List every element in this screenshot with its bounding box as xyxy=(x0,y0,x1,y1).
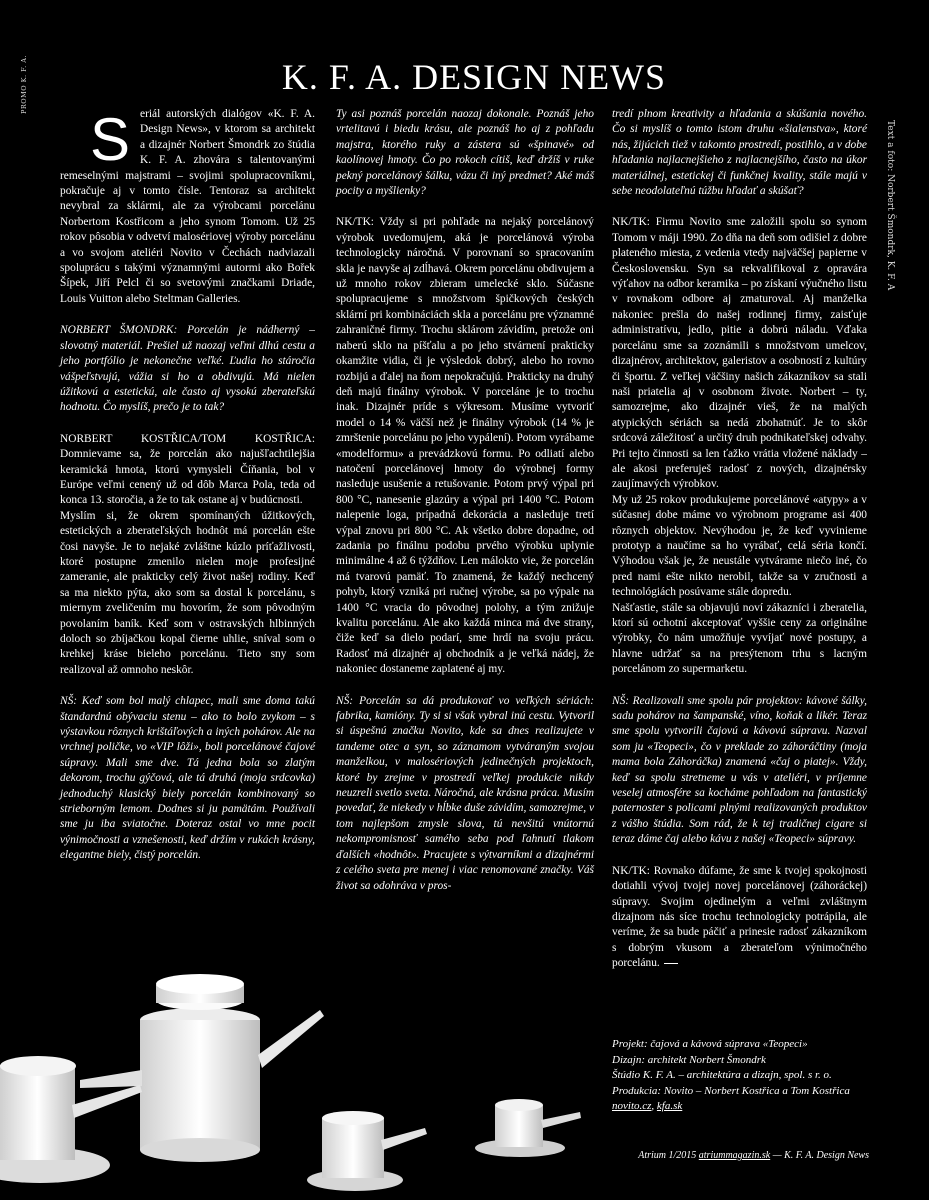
question-4: NŠ: Porcelán sa dá produkovať vo veľkých sériách: fabrika, kamióny. Ty si si však vybral inú cestu. Vytvoril si úspešnú značku Novito, kde sa dnes realizujete v tandeme otec a syn, so záznamom vytváraným svojou manželkou, v malosériových jedinečných projektoch, ktoré by zrejme v prostredí veľkej produkcie nikdy neuzreli svetlo sveta. Náročná, ale krásna práca. Musím povedať, že niekedy v hĺbke duše závidím, samozrejme, v tom najlepšom zmysle slova, tú nevšitú vnútornú nekompromisnosť samého seba pod ľahnutí tlakom ďalších «hodnôt». Pracujete s výtvarníkmi a dizajnérmi z celého sveta pre menej i viac renomované značky. Váš život sa odohráva v pros- xyxy=(336,694,594,892)
footer-issue: Atrium 1/2015 xyxy=(638,1150,697,1161)
credit-project: Projekt: čajová a kávová súprava «Teopeci» xyxy=(612,1038,808,1050)
answer-1b: Myslím si, že okrem spomínaných úžitkových, estetických a zberateľských hodnôt má porcelán ešte čosi navyše. Je to nejaké zvláštne kúzlo príťažlivosti, ktoré postupne zmenilo nielen moje profesijné zameranie, ale prakticky celý život našej rodiny. Keď sa ma niekto pýta, ako som sa dostal k porcelánu, s miernym zveličením mu hovorím, že som pôvodným povolaním baník. Keď som v ostravských hlbinných doloch so zbíjačkou kopal čierne uhlie, sníval som o krehkej kráse bieleho porcelánu. Tieto sny som realizoval až omnoho neskôr. xyxy=(60,509,315,676)
footer-link[interactable]: atriummagazin.sk xyxy=(698,1150,771,1161)
answer-5 xyxy=(612,864,867,972)
credit-sep: , xyxy=(651,1100,657,1113)
intro-text: eriál autorských dialógov «K. F. A. Design News», v ktorom sa architekt a dizajnér Norbert Šmondrk zo štúdia K. F. A. zhovára s talentovanými remeselnými majstrami – svojimi spolupracovníkmi, pokračuje aj v tomto čísle. Tentoraz sa architekt nevybral za sklármi, ale za výrobcami porcelánu Norbertom Kostřicom a jeho synom Tomom. Už 25 rokov pôsobia v odvetví malosériovej výroby porcelánu a vo svojom ateliéri Novito v Čechách nadviazali spoluprácu s takými významnými autormi ako Bořek Šípek, Jiří Pelcl či so svetovými značkami Driade, Louis Vuitton alebo Steltman Galleries. xyxy=(60,108,315,305)
page-footer xyxy=(638,1150,869,1161)
answer-4: NK/TK: Firmu Novito sme založili spolu so synom Tomom v máji 1990. Zo dňa na deň som odišiel z dobre plateného miesta, z vedenia vtedy najväčšej papierne v Československu. Syn sa rekvalifikoval z opravára výťahov na odbor keramika – po získaní výučného listu v rovnakom odbore aj zmaturoval. Aj manželka nakoniec prešla do našej rodinnej firmy, zaisťuje administratívu, jedlo, pitie a dobrú náladu. Vďaka porcelánu sme sa zoznámili s množstvom umelcov, dizajnérov, architektov, galeristov a osobností z kultúry či športu. Z veľkej väčšiny našich zákazníkov sa stali naši priatelia aj v osobnom živote. Norbert – ty, samozrejme, ako dizajnér vieš, že na malých atypických sériách sa nedá zbohatnúť. Je to skôr srdcová záležitosť a určitý druh podnikateľskej odvahy. Pri tejto činnosti sa len ťažko vrátia vložené náklady – ale akosi preferuješ radosť z nových, dizajnérsky zaujímavých výrobkov. xyxy=(612,216,867,491)
link-kfa[interactable]: kfa.sk xyxy=(656,1100,683,1113)
column-2 xyxy=(336,107,594,902)
end-mark xyxy=(664,963,678,964)
question-1: NORBERT ŠMONDRK: Porcelán je nádherný – slovotný materiál. Prešiel už naozaj veľmi dlhú cestu a jeho portfólio je nekonečne veľké. Ľudia ho stáročia vášpeľstvujú, vážia si ho a obdivujú. Má nielen úžitkovú a estetickú, ale často aj vysokú zberateľskú hodnotu. Čo myslíš, prečo je to tak? xyxy=(60,324,315,414)
answer-1: NORBERT KOSTŘICA/TOM KOSTŘICA: Domnievame sa, že porcelán ako najušľachtilejšia keramická hmota, ktorú vymysleli Číňania, bol v Európe veľmi cenený už od dôb Marca Pola, teda od konca 13. storočia, a že to tak ostane aj v budúcnosti. xyxy=(60,432,315,507)
answer-4b: My už 25 rokov produkujeme porcelánové «atypy» a v súčasnej dobe máme vo výrobnom programe asi 400 rôznych objektov. Nevýhodou je, že keď vyvinieme prototyp a naučíme sa ho vyrábať, celá séria končí. Výhodou však je, že neustále vytvárame niečo iné, čo pred nami ešte nikto nerobil, takže sa v zručnosti a technológiách posúvame stále dopredu. xyxy=(612,493,867,599)
question-3: Ty asi poznáš porcelán naozaj dokonale. Poznáš jeho vrtelitavú i biedu krásu, ale poznáš ho aj z pohľadu majstra, ktorého ruky a zástera sú «špinavé» od kaolínovej hmoty. Čo po rokoch cítiš, keď držíš v ruke pekný porcelánový šálku, vázu či iný predmet? Aké máš pocity a myšlienky? xyxy=(336,108,594,198)
cup-right xyxy=(475,1099,581,1157)
answer-4c: Našťastie, stále sa objavujú noví zákazníci i zberatelia, ktorí sú ochotní akceptovať vyššie ceny za originálne výrobky, čo nám umožňuje vyvíjať nové postupy, a hlavne udržať sa na presýtenom trhu s lacným porcelánom zo supermarketu. xyxy=(612,601,867,676)
credit-design: Dizajn: architekt Norbert Šmondrk xyxy=(612,1053,766,1066)
side-label-promo: PROMO K. F. A. xyxy=(20,55,28,115)
question-4-cont: tredí plnom kreativity a hľadania a skúšania nového. Čo si myslíš o tomto istom druhu «šialenstva», ktoré nás, žijúcich tiež v takomto prostredí, postihlo, a v dobe hľadania najlacnejšieho z najlacnejšího, často na úkor materiálnej, estetickej či funkčnej kvality, stále majú v sebe neodolateľnú túžbu hľadať a skúšať? xyxy=(612,108,867,198)
answer-3: NK/TK: Vždy si pri pohľade na nejaký porcelánový výrobok uvedomujem, aká je porcelánová výroba technologicky náročná. V porovnaní so spracovaním skla je navyše aj zdĺhavá. Okrem porcelánu obdivujem a už mnoho rokov zbieram umelecké sklo. Súčasne spolupracujeme s množstvom špičkových českých sklární pri kombináciách skla a porcelánu pre významné zahraničné firmy. Trochu sklárom závidím, pretože oni naberú sklo na píšťalu a po jeho stvárnení prakticky okamžite vidia, či je výsledok dobrý, alebo ho rovno rozbijú a ďalej na ňom nepokračujú. Prakticky na druhý deň majú finálny výrobok. V porceláne je to trochu inak. Dizajnér príde s výkresom. Musíme vytvoriť model o 14 % väčší než je finálny výrobok (14 % je zmrštenie porcelánu po jeho vypálení). Potom vyrábame «modelformu» a prevádzkovú formu. Po odliatí alebo natočení porcelánovej hmoty do výrobnej formy nasleduje usušenie a retušovanie. Potom prvý výpal pri 800 °C, nanesenie glazúry a výpal pri 1400 °C. Potom nalepenie loga, prípadná dekorácia a nasleduje tretí výpal znovu pri 800 °C. Ak všetko dobre dopadne, od zadania po finálnu podobu prvého výrobku uplynie minimálne 4 až 6 týždňov. Len málokto vie, že porcelán má tvarovú pamäť. To znamená, že každý nechcený pohyb, ktorý vzniká pri ručnej výrobe, sa po výpale na 1400 °C vracia do pôvodnej polohy, a tým znižuje kvalitu porcelánu. Ale ako každá minca má dve strany, čiže keď sa dielo podarí, sme hrdí na svoju prácu. Radosť má dizajnér aj obchodník a je veľká nádej, že nakoniec dostaneme zaplatené aj my. xyxy=(336,216,594,676)
question-5: NŠ: Realizovali sme spolu pár projektov: kávové šálky, sadu pohárov na šampanské, víno, koňak a likér. Teraz sme spolu vytvorili čajovú a kávovú súpravu. Nazval som ju «Teopeci», čo v preklade zo záhoráčtiny (moja mama bola Záhoráčka) znamená «čaj o piatej». Vždy, keď sa spolu stretneme u vás v ateliéri, v príjemne veselej atmosfére sa kocháme pohľadom na fantastický paternoster s policami plnými realizovaných produktov z vášho štúdia. Som rád, že k tej tradičnej cigare si teraz dáme čaj alebo kávu z našej «Teopeci» súpravy. xyxy=(612,694,867,846)
cup-middle xyxy=(307,1111,427,1191)
credit-production: Produkcia: Novito – Norbert Kostřica a Tom Kostřica xyxy=(612,1084,850,1097)
porcelain-photo xyxy=(0,880,620,1200)
footer-section: — K. F. A. Design News xyxy=(772,1150,869,1161)
dropcap: S xyxy=(90,106,131,173)
project-credits xyxy=(612,1037,872,1115)
page-title: K. F. A. DESIGN NEWS xyxy=(281,57,667,97)
side-label-credit: Text a foto: Norbert Šmondrk, K. F. A xyxy=(885,120,895,291)
column-1 xyxy=(60,107,315,872)
credit-studio: Štúdio K. F. A. – architektúra a dizajn, spol. s r. o. xyxy=(612,1069,832,1082)
question-2: NŠ: Keď som bol malý chlapec, mali sme doma takú štandardnú obývaciu stenu – ako to bolo zvykom – s výstavkou rôznych krištáľových a iných pohárov. Ale na vrchnej poličke, vo «VIP lôži», boli porcelánové čajové súpravy. Mali sme dve. Tá jedna bola so zlatým dekorom, trochu gýčová, ale tá druhá (moja srdcovka) jednoduchý klasický biely porcelán kombinovaný so strieborným lemom. Dodnes si ju pamätám. Používali sme ju iba sviatočne. Doteraz ostal vo mne pocit výnimočnosti a vznešenosti, keď držím v rukách krásny, elegantne biely, čistý porcelán. xyxy=(60,695,315,862)
answer-5-text: NK/TK: Rovnako dúfame, že sme k tvojej spokojnosti dotiahli vývoj tvojej novej porcelánovej (záhoráckej) súpravy. Svojim ojedinelým a veľmi zvláštnym dizajnom nás síce trochu technologicky potrápila, ale veríme, že sa bude páčiť a prinesie radosť zákazníkom s dobrým vkusom a zberateľom výnimočného porcelánu. xyxy=(612,864,867,970)
column-3 xyxy=(612,107,867,980)
link-novito[interactable]: novito.cz xyxy=(612,1100,652,1113)
teapot xyxy=(80,974,324,1162)
